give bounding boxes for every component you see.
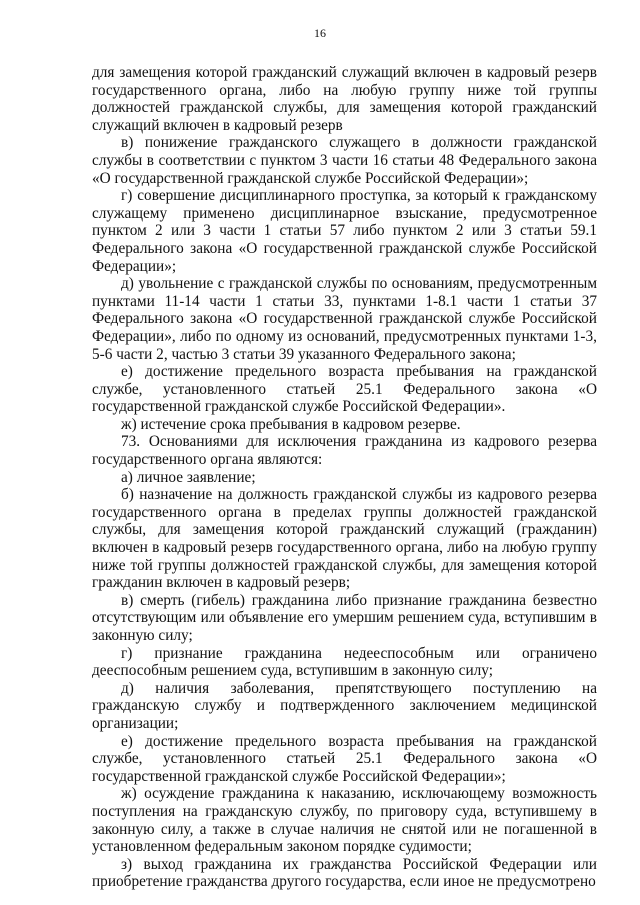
document-body (92, 64, 597, 891)
paragraph-item-d: д) увольнение с гражданской службы по основаниям, предусмотренным пунктами 11-14 части 1 статьи 33, пунктами 1-8.1 части 1 статьи 37 Федерального закона «О государственной гражданской службе Российской Федерации», либо по одному из оснований, предусмотренных пунктами 1-3, 5-6 части 2, частью 3 статьи 39 указанного Федерального закона; (92, 275, 597, 363)
paragraph-73-item-zh: ж) осуждение гражданина к наказанию, исключающему возможность поступления на гражданскую службу, по приговору суда, вступившему в законную силу, а также в случае наличия не снятой или не погашенной в установленном федеральным законом порядке судимости; (92, 785, 597, 856)
page-number: 16 (314, 26, 326, 40)
paragraph-item-g: г) совершение дисциплинарного проступка, за который к гражданскому служащему применено дисциплинарное взыскание, предусмотренное пунктом 2 или 3 части 1 статьи 57 либо пунктом 2 или 3 статьи 59.1 Федерального закона «О государственной гражданской службе Российской Федерации»; (92, 187, 597, 275)
paragraph-clause-73: 73. Основаниями для исключения гражданина из кадрового резерва государственного органа являются: (92, 433, 597, 469)
paragraph-item-zh: ж) истечение срока пребывания в кадровом резерве. (121, 415, 461, 433)
paragraph-73-item-g: г) признание гражданина недееспособным или ограничено дееспособным решением суда, вступившим в законную силу; (92, 644, 597, 680)
paragraph-73-item-z: з) выход гражданина их гражданства Российской Федерации или приобретение гражданства другого государства, если иное не предусмотрено (92, 855, 597, 891)
paragraph-73-item-a: а) личное заявление; (121, 468, 256, 486)
paragraph-73-item-e: е) достижение предельного возраста пребывания на гражданской службе, установленного статьей 25.1 Федерального закона «О государственной гражданской службе Российской Федерации»; (92, 732, 597, 785)
paragraph-73-item-d: д) наличия заболевания, препятствующего поступлению на гражданскую службу и подтвержденного заключением медицинской организации; (92, 679, 597, 732)
paragraph-item-v: в) понижение гражданского служащего в должности гражданской службы в соответствии с пунктом 3 части 16 статьи 48 Федерального закона «О государственной гражданской службе Российской Федерации»; (92, 134, 597, 187)
paragraph-item-e: е) достижение предельного возраста пребывания на гражданской службе, установленного статьей 25.1 Федерального закона «О государственной гражданской службе Российской Федерации». (92, 363, 597, 416)
paragraph-continuation: для замещения которой гражданский служащий включен в кадровый резерв государственного органа, либо на любую группу ниже той группы должностей гражданской службы, для замещения которой гражданский служащий включен в кадровый резерв (92, 64, 597, 134)
paragraph-73-item-v: в) смерть (гибель) гражданина либо признание гражданина безвестно отсутствующим или объявление его умершим решением суда, вступившим в законную силу; (92, 591, 597, 644)
paragraph-73-item-b: б) назначение на должность гражданской службы из кадрового резерва государственного органа в пределах группы должностей гражданской службы, для замещения которой гражданский служащий (гражданин) включен в кадровый резерв государственного органа, либо на любую группу ниже той группы должностей гражданской службы, для замещения которой гражданин включен в кадровый резерв; (92, 486, 597, 592)
